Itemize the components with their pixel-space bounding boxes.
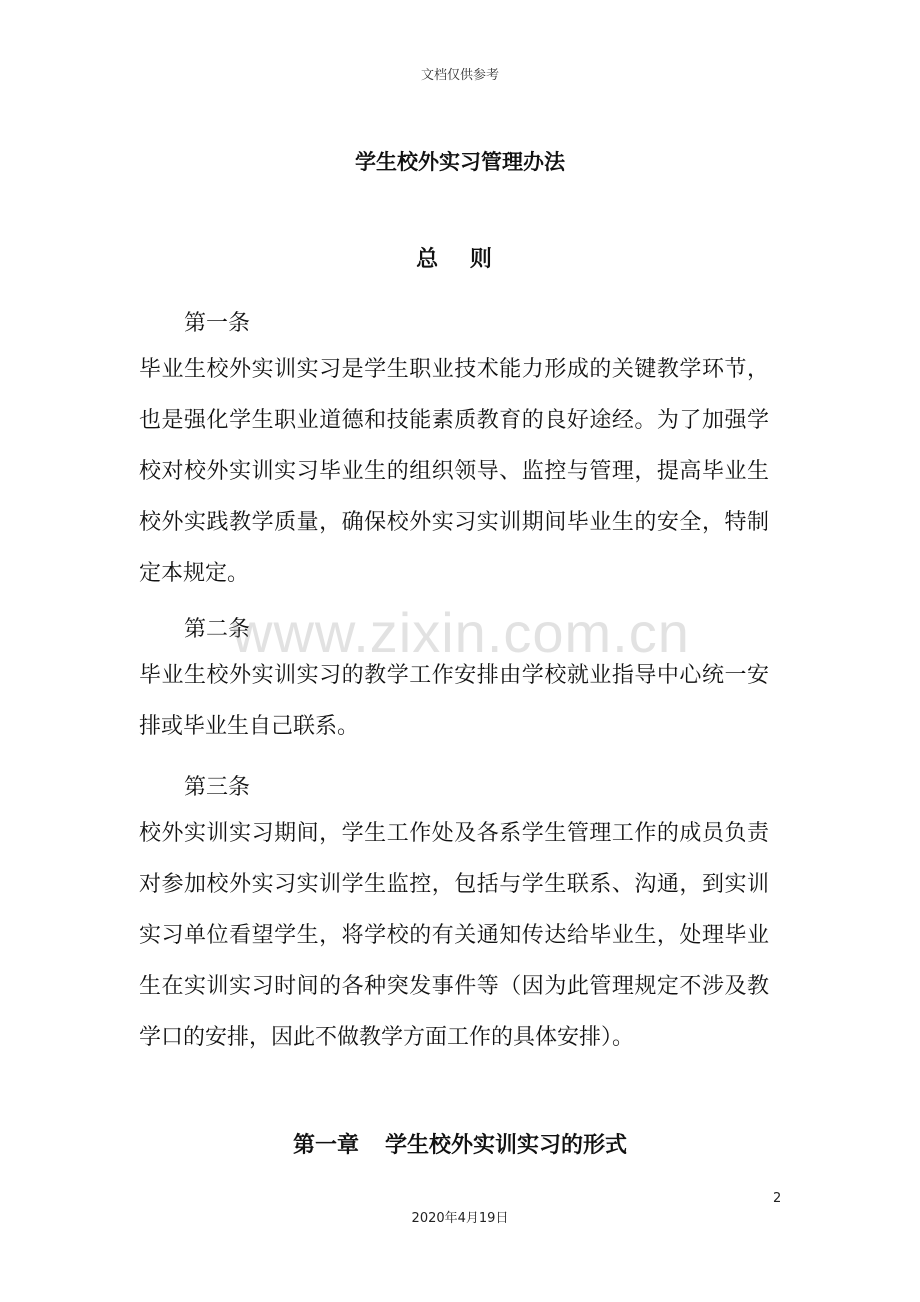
- chapter-title: [0, 1128, 920, 1159]
- watermark: www.zixin.com.cn: [232, 601, 690, 664]
- article-1-text: 毕业生校外实训实习是学生职业技术能力形成的关键教学环节，也是强化学生职业道德和技能素质教育的良好途经。为了加强学校对校外实训实习毕业生的组织领导、监控与管理，提高毕业生校外实践教学质量，确保校外实习实训期间毕业生的安全，特制定本规定。: [139, 357, 769, 586]
- page-number: 2: [773, 1191, 782, 1206]
- chapter-number: 第一章: [292, 1133, 359, 1158]
- chapter-name: 学生校外实训实习的形式: [385, 1133, 628, 1158]
- document-title: 学生校外实习管理办法: [355, 150, 565, 174]
- article-3-text: 校外实训实习期间，学生工作处及各系学生管理工作的成员负责对参加校外实习实训学生监控，包括与学生联系、沟通，到实训实习单位看望学生，将学校的有关通知传达给毕业生，处理毕业生在实训实习时间的各种突发事件等（因为此管理规定不涉及教学口的安排，因此不做教学方面工作的具体安排）。: [139, 821, 769, 1050]
- section-title: 总 则: [416, 247, 504, 272]
- article-3-label: 第三条: [184, 775, 251, 800]
- footer-date: 2020年4月19日: [411, 1211, 509, 1226]
- article-2-text: 毕业生校外实训实习的教学工作安排由学校就业指导中心统一安排或毕业生自己联系。: [139, 663, 769, 739]
- article-2-label: 第二条: [184, 617, 251, 642]
- article-1-label: 第一条: [184, 311, 251, 336]
- header-note: 文档仅供参考: [420, 68, 499, 83]
